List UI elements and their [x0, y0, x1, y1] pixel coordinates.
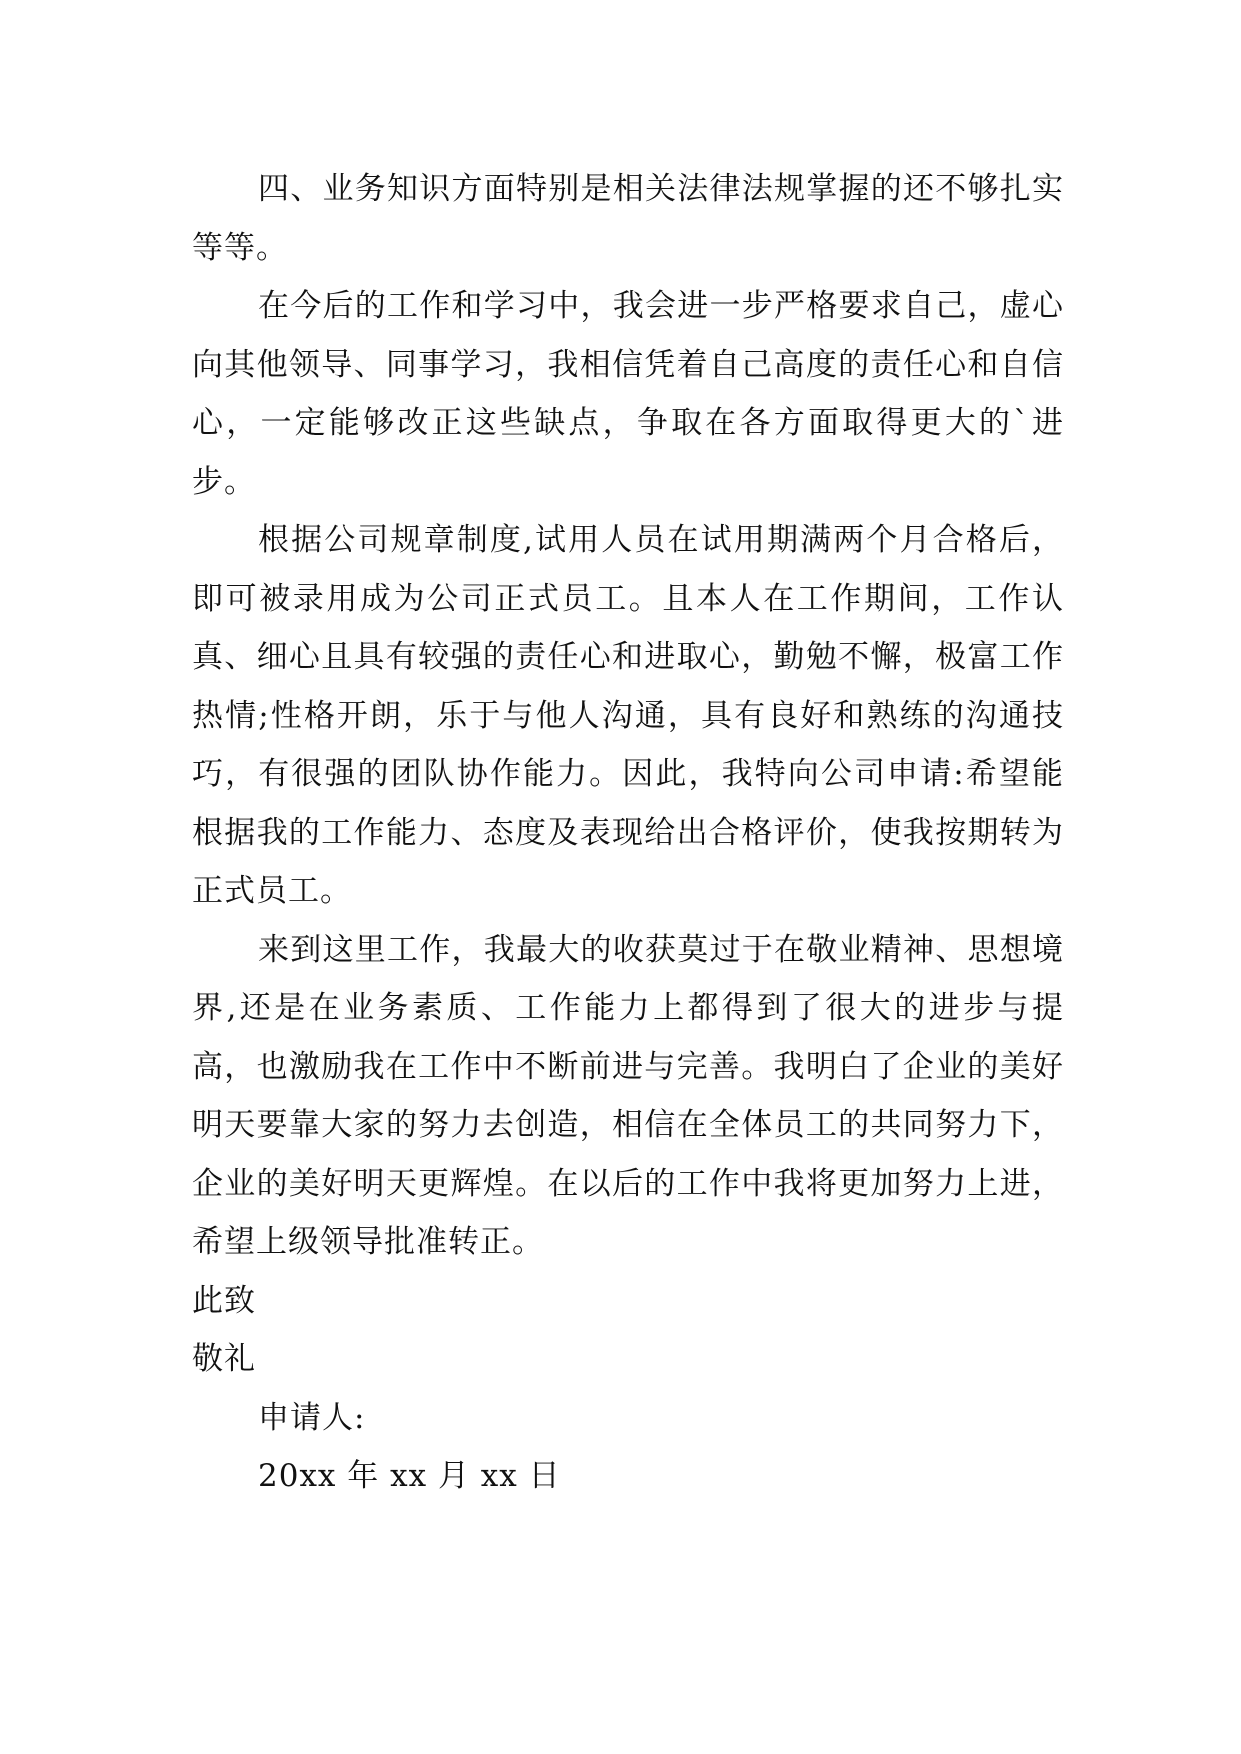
paragraph-business-knowledge: 四、业务知识方面特别是相关法律法规掌握的还不够扎实等等。 [192, 171, 1064, 266]
paragraph-future-work: 在今后的工作和学习中，我会进一步严格要求自己，虚心向其他领导、同事学习，我相信凭着自己高度的责任心和自信心，一定能够改正这些缺点，争取在各方面取得更大的`进步。 [192, 288, 1064, 500]
paragraph-harvest: 来到这里工作，我最大的收获莫过于在敬业精神、思想境界,还是在业务素质、工作能力上都得到了很大的进步与提高，也激励我在工作中不断前进与完善。我明白了企业的美好明天要靠大家的努力去创造，相信在全体员工的共同努力下，企业的美好明天更辉煌。在以后的工作中我将更加努力上进，希望上级领导批准转正。 [192, 931, 1064, 1260]
letter-date: 20xx 年 xx 月 xx 日 [258, 1458, 561, 1494]
closing-cizhi: 此致 [192, 1282, 256, 1319]
applicant-label: 申请人: [258, 1399, 366, 1436]
paragraph-company-rules: 根据公司规章制度,试用人员在试用期满两个月合格后，即可被录用成为公司正式员工。且本人在工作期间，工作认真、细心且具有较强的责任心和进取心，勤勉不懈，极富工作热情;性格开朗，乐于与他人沟通，具有良好和熟练的沟通技巧，有很强的团队协作能力。因此，我特向公司申请:希望能根据我的工作能力、态度及表现给出合格评价，使我按期转为正式员工。 [192, 522, 1064, 909]
letter-body [192, 160, 1064, 1506]
closing-jingli: 敬礼 [192, 1341, 256, 1377]
